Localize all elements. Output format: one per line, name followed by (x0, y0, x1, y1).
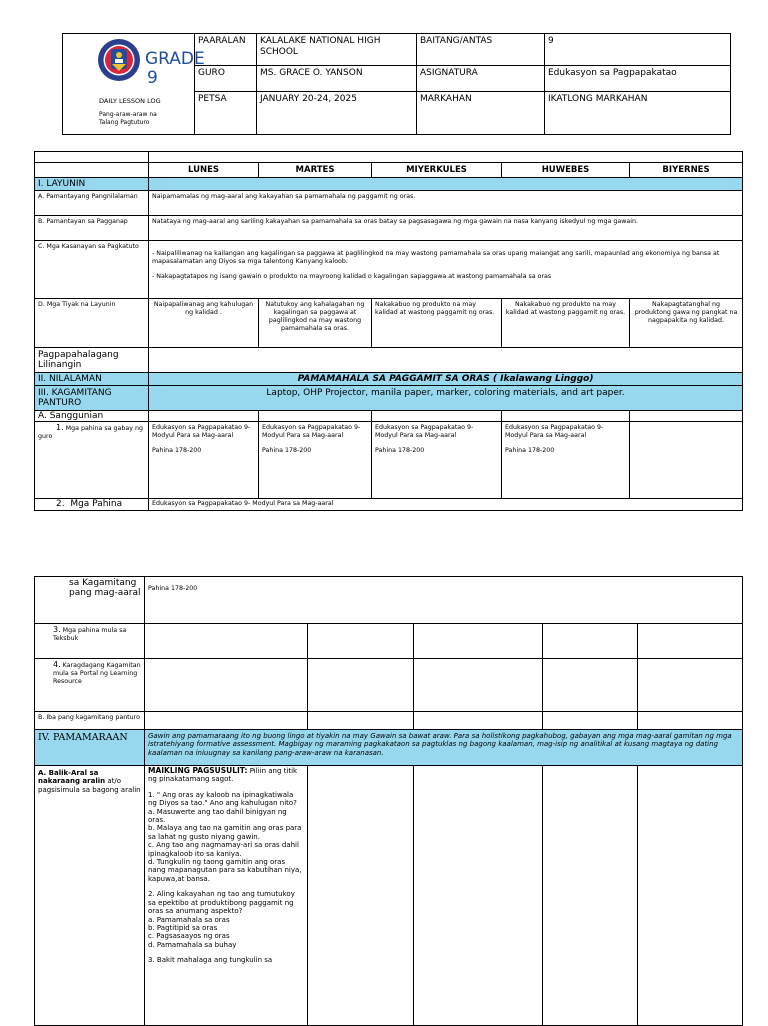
reference-page: Pahina 178-200 (262, 447, 312, 454)
balik-aral-lunes (145, 766, 308, 1026)
day-header-martes: MARTES (259, 163, 372, 178)
q1-choice-b: b. Malaya ang tao na gamitin ang oras para sa lahat ng gusto niyang gawin. (148, 824, 302, 841)
day-header-biyernes: BIYERNES (630, 163, 743, 178)
sanggunian-martes (259, 411, 372, 422)
section-pamamaraan: IV. PAMAMARAAN (35, 730, 145, 766)
teksbuk-huwebes (543, 624, 638, 659)
lesson-log-table-continued (34, 576, 743, 1026)
gabay-ng-guro-label (35, 422, 149, 499)
iba-pang-kagamitan-miyerkules (414, 712, 543, 730)
iba-pang-kagamitan-lunes (145, 712, 308, 730)
label-petsa: PETSA (195, 92, 257, 135)
reference-title: Edukasyon sa Pagpapakatao 9- Modyul Para sa Mag-aaral (505, 424, 604, 439)
q2-choice-d: d. Pamamahala sa buhay (148, 940, 237, 949)
section-layunin-fill (149, 178, 743, 191)
learning-resource-lunes (145, 659, 308, 712)
spacer-cell (149, 152, 743, 163)
item-number: 2. (56, 499, 65, 509)
balik-aral-bold-1: A. Balik-Aral sa (38, 769, 99, 777)
balik-aral-miyerkules (414, 766, 543, 1026)
mga-pahina-label (35, 499, 149, 511)
grade-title (145, 50, 205, 88)
balik-aral-huwebes (543, 766, 638, 1026)
learning-resource-huwebes (543, 659, 638, 712)
iba-pang-kagamitan-label: B. Iba pang kagamitang panturo (35, 712, 145, 730)
gabay-ng-guro-biyernes (630, 422, 743, 499)
teksbuk-miyerkules (414, 624, 543, 659)
spacer-cell (35, 152, 149, 163)
tiyak-na-layunin-huwebes: Nakakabuo ng produkto na may kalidad at wastong paggamit ng oras. (502, 299, 630, 348)
item-number: 3. (53, 625, 61, 634)
item-text: Karagdagang Kagamitan mula sa Portal ng Learning Resource (53, 662, 141, 685)
pamamaraan-intro: Gawin ang pamamaraang ito ng buong lingo at tiyakin na may Gawain sa bawat araw. Para sa holistikong pagkahubog, gabayan ang mga mag-aaral gamitan ng mga istratehiyang formative assessment. Magbigay ng maraming pagkakataon sa pagtuklas ng bagong kaalaman, mag-isip ng analitikal at kusang magtaya ng dating kaalaman na iniuugnay sa kanilang pang-araw-araw na karanasan. (145, 730, 743, 766)
value-asignatura: Edukasyon sa Pagpapakatao (545, 66, 731, 92)
question-2: 2. Aling kakayahan ng tao ang tumutukoy sa epektibo at produktibong paggamit ng oras sa anumang aspekto? (148, 890, 295, 916)
kasanayan-sa-pagkatuto-text (149, 241, 743, 299)
item-text: Mga pahina mula sa Teksbuk (53, 627, 127, 642)
pagpapahalaga-value (149, 348, 743, 373)
day-header-miyerkules: MIYERKULES (372, 163, 502, 178)
kagamitang-mag-aaral-label: sa Kagamitang pang mag-aaral (35, 577, 145, 624)
tiyak-na-layunin-lunes: Naipapaliwanag ang kahulugan ng kalidad . (149, 299, 259, 348)
pamantayan-sa-pagganap-label: B. Pamantayan sa Pagganap (35, 216, 149, 241)
learning-resource-martes (308, 659, 414, 712)
q1-choice-a: a. Masuwerte ang tao dahil binigyan ng oras. (148, 807, 287, 825)
dll-subtitle-1: Pang-araw-araw na (99, 111, 157, 118)
balik-aral-rest: at/o pagsisimula sa bagong aralin (38, 777, 141, 794)
nilalaman-text: PAMAMAHALA SA PAGGAMIT SA ORAS ( Ikalawang Linggo) (149, 373, 743, 386)
item-number: 4. (53, 660, 61, 669)
gabay-ng-guro-huwebes (502, 422, 630, 499)
tiyak-na-layunin-miyerkules: Nakakabuo ng produkto na may kalidad at wastong paggamit ng oras. (372, 299, 502, 348)
tiyak-na-layunin-martes: Natutukoy ang kahalagahan ng kagalingan sa paggawa at paglilingkod na may wastong pamamahala sa oras. (259, 299, 372, 348)
gabay-ng-guro-lunes (149, 422, 259, 499)
reference-title: Edukasyon sa Pagpapakatao 9- Modyul Para sa Mag-aaral (152, 424, 251, 439)
item-number: 1. (56, 423, 64, 432)
value-petsa: JANUARY 20-24, 2025 (257, 92, 417, 135)
q2-choice-c: c. Pagsasaayos ng oras (148, 932, 230, 941)
dll-subtitle (99, 111, 157, 127)
q1-choice-c: c. Ang tao ang nagmamay-ari sa oras dahil ipinagkaloob ito sa kaniya. (148, 841, 299, 858)
learning-resource-biyernes (638, 659, 743, 712)
learning-resource-label (35, 659, 145, 712)
sanggunian-miyerkules (372, 411, 502, 422)
lesson-log-table (34, 151, 743, 511)
pamantayang-pangnilalaman-text: Naipamamalas ng mag-aaral ang kakayahan sa pamamahala ng paggamit ng oras. (149, 191, 743, 216)
iba-pang-kagamitan-huwebes (543, 712, 638, 730)
question-1: 1. " Ang oras ay kaloob na ipinagkatiwala ng Diyos sa tao." Ano ang kahulugan nito? (148, 790, 297, 808)
learning-resource-miyerkules (414, 659, 543, 712)
balik-aral-martes (308, 766, 414, 1026)
day-header-lunes: LUNES (149, 163, 259, 178)
reference-title: Edukasyon sa Pagpapakatao 9- Modyul Para sa Mag-aaral (375, 424, 474, 439)
reference-title: Edukasyon sa Pagpapakatao 9- Modyul Para sa Mag-aaral (262, 424, 361, 439)
deped-seal-icon (97, 38, 141, 82)
label-guro: GURO (195, 66, 257, 92)
balik-aral-label (35, 766, 145, 1026)
tiyak-na-layunin-biyernes: Nakapagtatanghal ng produktong gawa ng pangkat na nagpapakita ng kalidad. (630, 299, 743, 348)
label-paaralan: PAARALAN (195, 34, 257, 66)
reference-page: Pahina 178-200 (505, 447, 555, 454)
pagpapahalaga-label: Pagpapahalagang Lilinangin (35, 348, 149, 373)
header-table (62, 33, 731, 135)
section-kagamitang-panturo: III. KAGAMITANG PANTURO (35, 386, 149, 411)
grade-line-1: GRADE (145, 49, 205, 69)
kasanayan-item-1: - Naipaliliwanag na kailangan ang kagalingan sa paggawa at paglilingkod na may wastong pamamahala sa oras upang maiangat ang sarili, mapaunlad ang ekonomiya ng bansa at mapasalamatan ang Diyos sa mga talentong Kanyang kaloob. (152, 250, 720, 265)
iba-pang-kagamitan-martes (308, 712, 414, 730)
balik-aral-biyernes (638, 766, 743, 1026)
kasanayan-sa-pagkatuto-label: C. Mga Kasanayan sa Pagkatuto (35, 241, 149, 299)
teksbuk-lunes (145, 624, 308, 659)
item-text: Mga pahina sa gabay ng guro (38, 425, 143, 440)
iba-pang-kagamitan-biyernes (638, 712, 743, 730)
pamantayang-pangnilalaman-label: A. Pamantayang Pangnilalaman (35, 191, 149, 216)
pamantayan-sa-pagganap-text: Natataya ng mag-aaral ang sariling kakayahan sa pamamahala sa oras batay sa pagsasagawa ng mga gawain na nasa kanyang iskedyul ng mga gawain. (149, 216, 743, 241)
balik-aral-bold-2: nakaraang aralin (38, 777, 106, 786)
teksbuk-label (35, 624, 145, 659)
teksbuk-biyernes (638, 624, 743, 659)
value-paaralan: KALALAKE NATIONAL HIGH SCHOOL (257, 34, 417, 66)
label-asignatura: ASIGNATURA (417, 66, 545, 92)
sanggunian-huwebes (502, 411, 630, 422)
gabay-ng-guro-martes (259, 422, 372, 499)
sanggunian-lunes (149, 411, 259, 422)
empty-day-header (35, 163, 149, 178)
kagamitan-text: Laptop, OHP Projector, manila paper, marker, coloring materials, and art paper. (149, 386, 743, 411)
q2-choice-b: b. Pagtitipid sa oras (148, 923, 218, 932)
reference-page: Pahina 178-200 (152, 447, 202, 454)
day-header-huwebes: HUWEBES (502, 163, 630, 178)
value-markahan: IKATLONG MARKAHAN (545, 92, 731, 135)
question-3: 3. Bakit mahalaga ang tungkulin sa (148, 956, 273, 965)
section-layunin: I. LAYUNIN (35, 178, 149, 191)
tiyak-na-layunin-label: D. Mga Tiyak na Layunin (35, 299, 149, 348)
section-nilalaman: II. NILALAMAN (35, 373, 149, 386)
q1-choice-d: d. Tungkulin ng taong gamitin ang oras nang mapanagutan para sa kabutihan niya, kapuwa,at bansa. (148, 858, 302, 883)
logo-cell (63, 34, 205, 135)
sanggunian-biyernes (630, 411, 743, 422)
kagamitang-mag-aaral-page: Pahina 178-200 (145, 577, 743, 624)
daily-lesson-log-label: DAILY LESSON LOG (99, 97, 161, 105)
mga-pahina-text: Edukasyon sa Pagpapakatao 9- Modyul Para sa Mag-aaral (149, 499, 743, 511)
kasanayan-item-2: - Nakapagtatapos ng isang gawain o produkto na mayroong kalidad o kagalingan sapaggawa at wastong pamamahala sa oras (152, 273, 552, 280)
sanggunian-label: A. Sanggunian (35, 411, 149, 422)
gabay-ng-guro-miyerkules (372, 422, 502, 499)
reference-page: Pahina 178-200 (375, 447, 425, 454)
dll-subtitle-2: Talang Pagtuturo (99, 119, 150, 126)
quiz-instructions: Piliin ang titik ng pinakatamang sagot. (148, 767, 298, 784)
grade-line-2: 9 (147, 68, 158, 88)
label-markahan: MARKAHAN (417, 92, 545, 135)
value-baitang: 9 (545, 34, 731, 66)
item-text: Mga Pahina (70, 499, 123, 509)
value-guro: MS. GRACE O. YANSON (257, 66, 417, 92)
quiz-title: MAIKLING PAGSUSULIT: (148, 766, 248, 775)
label-baitang: BAITANG/ANTAS (417, 34, 545, 66)
q2-choice-a: a. Pamamahala sa oras (148, 915, 230, 924)
teksbuk-martes (308, 624, 414, 659)
